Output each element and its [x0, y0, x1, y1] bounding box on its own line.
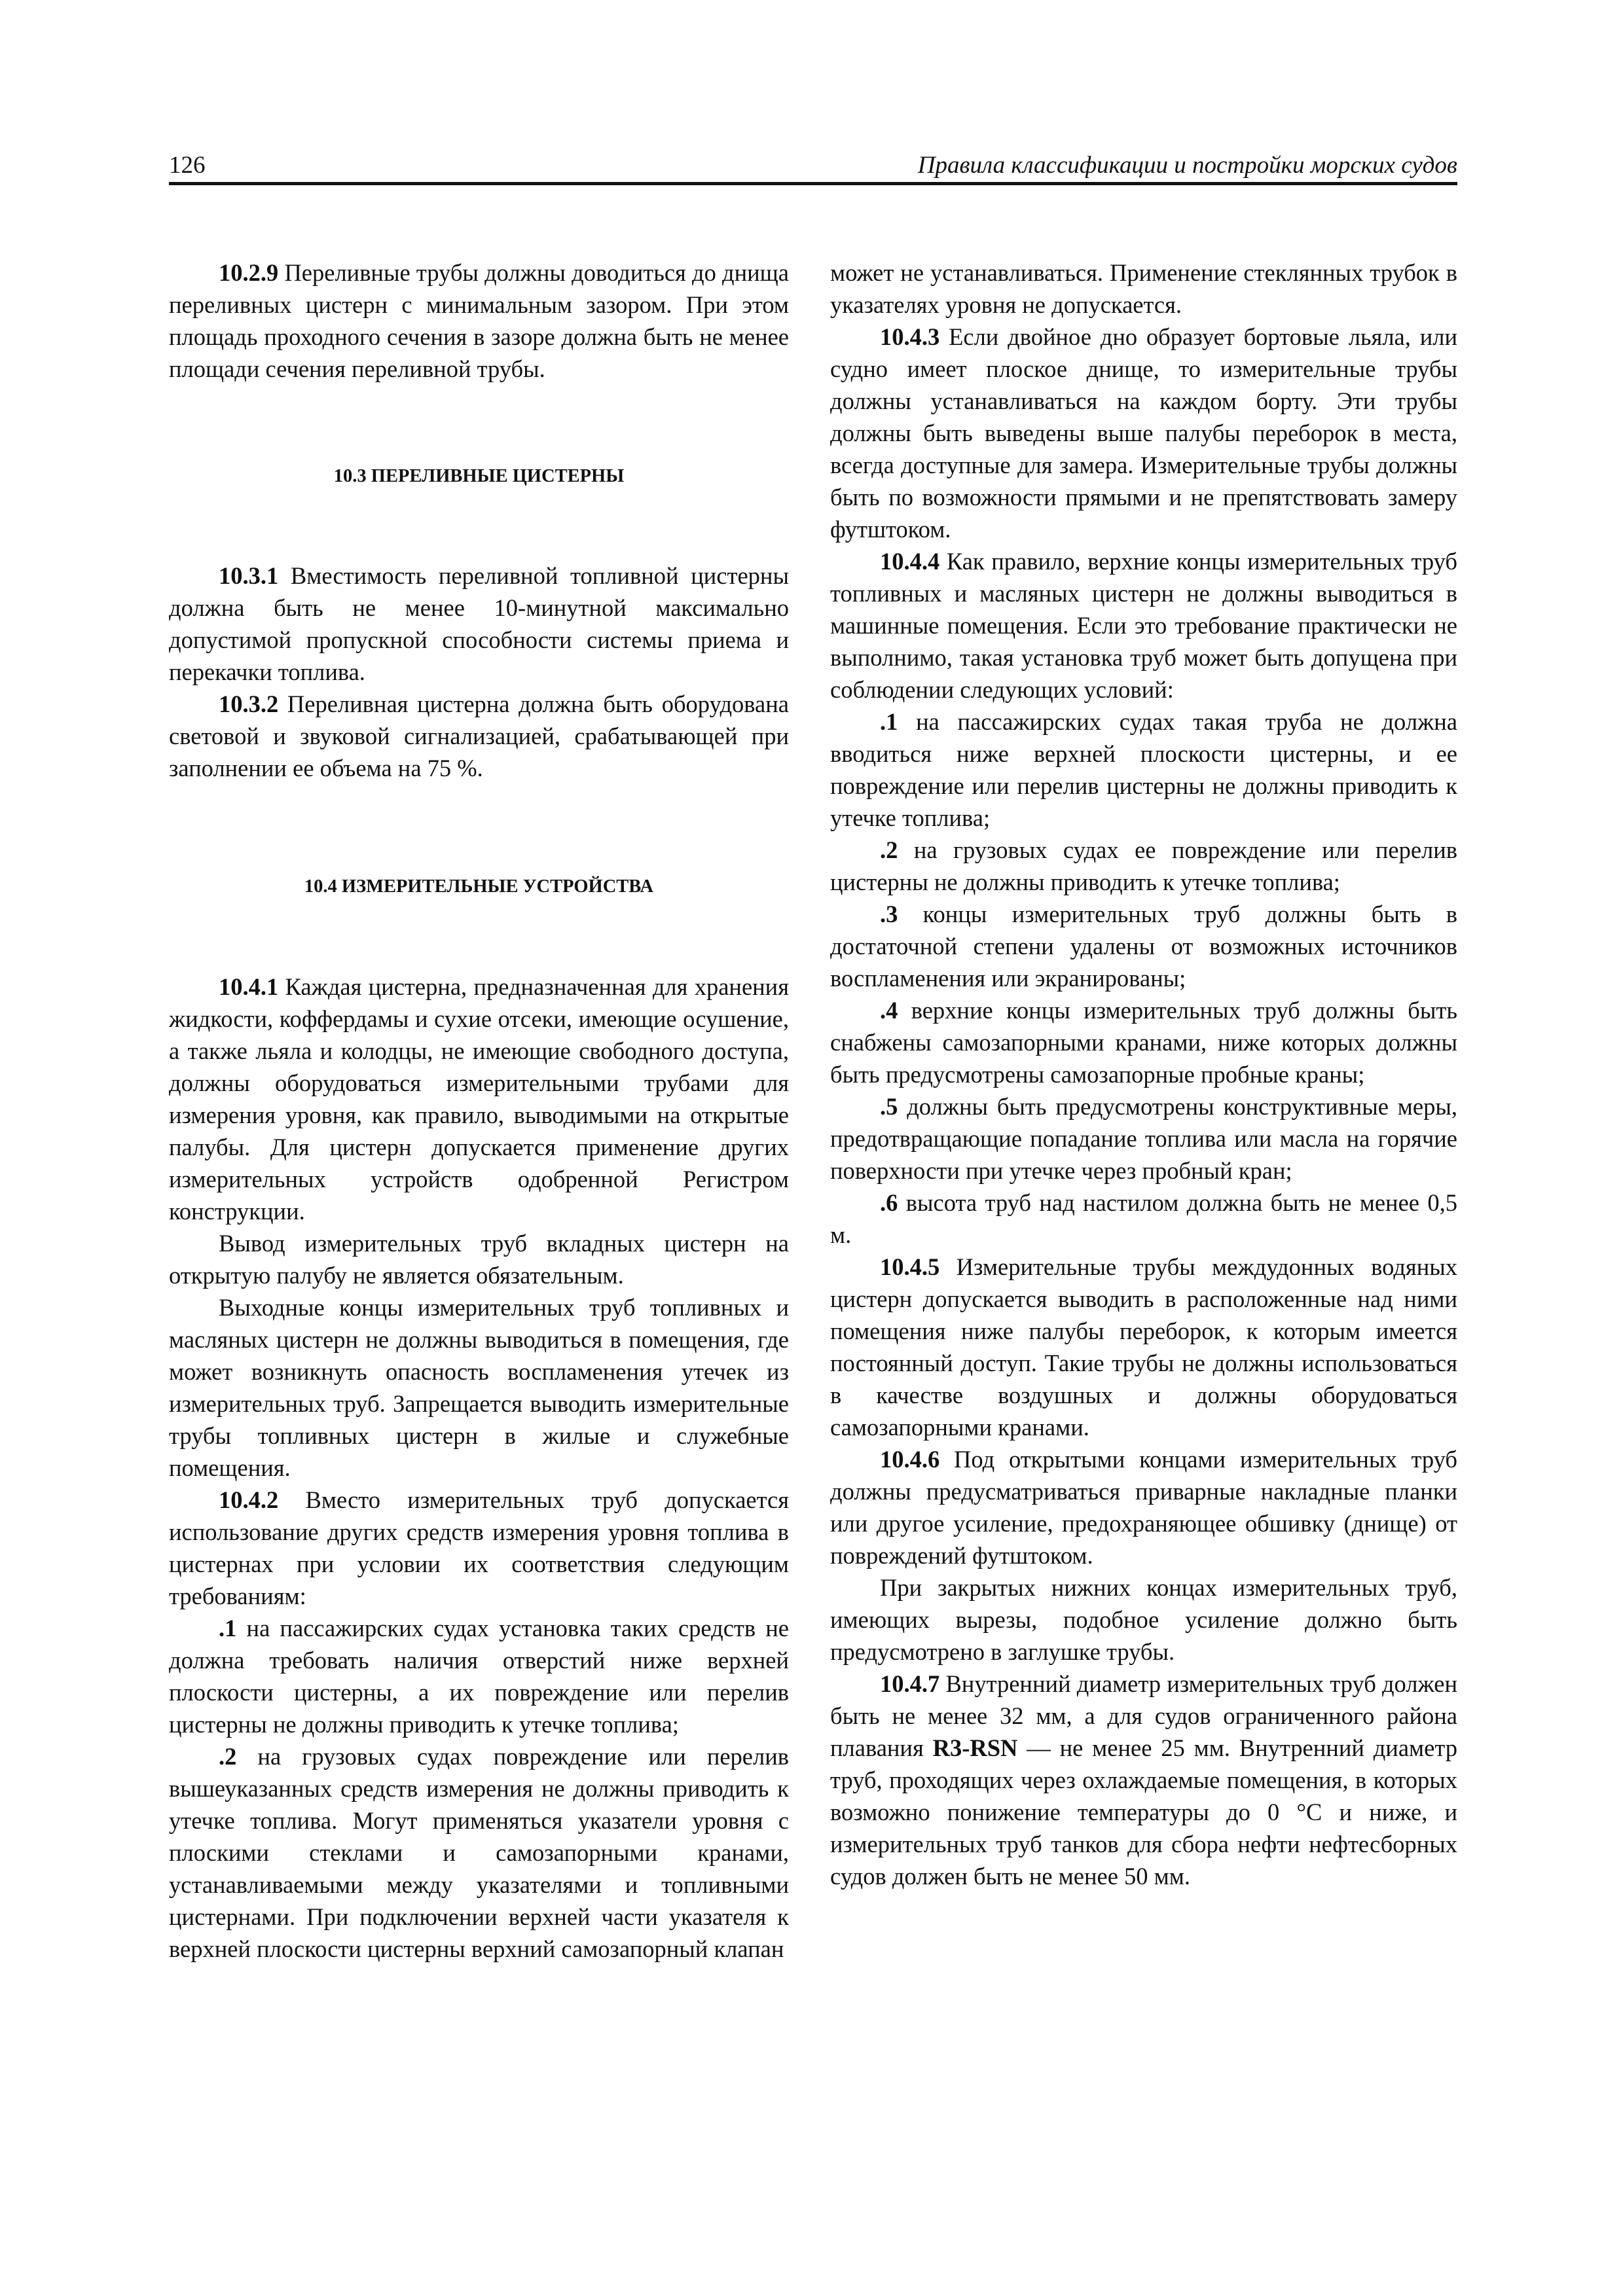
paragraph-10-4-1: 10.4.1 Каждая цистерна, предназначенная для хранения жидкости, коффердамы и сухие отсеки, имеющие осушение, а также льяла и колодцы, не имеющие свободного доступа, должны оборудоваться измерительными трубами для измерения уровня, как правило, выводимыми на открытые палубы. Для цистерн допускается применение других измерительных устройств одобренной Регистром конструкции. [169, 973, 789, 1225]
item-number: .1 [880, 708, 898, 735]
paragraph-10-4-4-1: .1 на пассажирских судах такая труба не должна вводиться ниже верхней плоскости цистерны, и ее повреждение или перелив цистерны не должны приводить к утечке топлива; [830, 708, 1457, 831]
item-number: .5 [880, 1093, 898, 1120]
paragraph-10-3-2: 10.3.2 Переливная цистерна должна быть оборудована световой и звуковой сигнализацией, срабатывающей при заполнении ее объема на 75 %. [169, 691, 789, 781]
page-header [169, 145, 1457, 185]
paragraph-10-4-4-5: .5 должны быть предусмотрены конструктивные меры, предотвращающие попадание топлива или масла на горячие поверхности при утечке через пробный кран; [830, 1093, 1457, 1184]
item-number: .2 [219, 1743, 237, 1770]
clause-number: 10.3.1 [219, 562, 279, 589]
item-number: .4 [880, 997, 898, 1024]
section-heading-10-4: 10.4 ИЗМЕРИТЕЛЬНЫЕ УСТРОЙСТВА [304, 876, 654, 897]
clause-number: 10.4.2 [219, 1486, 279, 1513]
item-number: .3 [880, 901, 898, 927]
item-number: .6 [880, 1189, 898, 1216]
paragraph-10-4-7: 10.4.7 Внутренний диаметр измерительных труб должен быть не менее 32 мм, а для судов ограниченного района плавания R3-RSN — не менее 25 мм. Внутренний диаметр труб, проходящих через охлаждаемые помещения, в которых возможно понижение температуры до 0 °C и ниже, и измерительных труб танков для сбора нефти нефтесборных судов должен быть не менее 50 мм. [830, 1670, 1457, 1890]
paragraph-10-4-3: 10.4.3 Если двойное дно образует бортовые льяла, или судно имеет плоское днище, то измерительные трубы должны устанавливаться на каждом борту. Эти трубы должны быть выведены выше палубы переборок в места, всегда доступные для замера. Измерительные трубы должны быть по возможности прямыми и не препятствовать замеру футштоком. [830, 323, 1457, 543]
paragraph-10-3-1: 10.3.1 Вместимость переливной топливной цистерны должна быть не менее 10-минутной максимально допустимой пропускной способности системы приема и перекачки топлива. [169, 562, 789, 685]
paragraph-10-4-1-c: Выходные концы измерительных труб топливных и масляных цистерн не должны выводиться в помещения, где может возникнуть опасность воспламенения утечек из измерительных труб. Запрещается выводить измерительные трубы топливных цистерн в жилые и служебные помещения. [169, 1294, 789, 1481]
running-title: Правила классификации и постройки морских судов [917, 152, 1457, 179]
item-number: .2 [880, 836, 898, 863]
paragraph-10-4-6-b: При закрытых нижних концах измерительных труб, имеющих вырезы, подобное усиление должно быть предусмотрено в заглушке трубы. [830, 1574, 1457, 1665]
clause-number: 10.4.7 [880, 1670, 940, 1697]
section-heading-10-3: 10.3 ПЕРЕЛИВНЫЕ ЦИСТЕРНЫ [333, 466, 625, 486]
clause-number: 10.4.6 [880, 1446, 940, 1473]
item-number: .1 [219, 1615, 237, 1641]
clause-number: 10.4.5 [880, 1253, 940, 1280]
paragraph-10-4-4-2: .2 на грузовых судах ее повреждение или перелив цистерны не должны приводить к утечке топлива; [830, 836, 1457, 895]
clause-number: 10.4.3 [880, 323, 940, 350]
left-column [169, 257, 789, 1965]
paragraph-10-2-9: 10.2.9 Переливные трубы должны доводиться до днища переливных цистерн с минимальным зазором. При этом площадь проходного сечения в зазоре должна быть не менее площади сечения переливной трубы. [169, 259, 789, 382]
clause-number: 10.4.1 [219, 973, 279, 1000]
paragraph-10-4-4: 10.4.4 Как правило, верхние концы измерительных труб топливных и масляных цистерн не должны выводиться в машинные помещения. Если это требование практически не выполнимо, такая установка труб может быть допущена при соблюдении следующих условий: [830, 548, 1457, 703]
paragraph-10-4-5: 10.4.5 Измерительные трубы междудонных водяных цистерн допускается выводить в расположенные над ними помещения ниже палубы переборок, к которым имеется постоянный доступ. Такие трубы не должны использоваться в качестве воздушных и должны оборудоваться самозапорными кранами. [830, 1253, 1457, 1441]
paragraph-10-4-4-4: .4 верхние концы измерительных труб должны быть снабжены самозапорными кранами, ниже которых должны быть предусмотрены самозапорные пробные краны; [830, 997, 1457, 1088]
paragraph-10-4-2: 10.4.2 Вместо измерительных труб допускается использование других средств измерения уровня топлива в цистернах при условии их соответствия следующим требованиям: [169, 1486, 789, 1609]
clause-number: 10.2.9 [219, 259, 279, 286]
paragraph-10-4-2-1: .1 на пассажирских судах установка таких средств не должна требовать наличия отверстий ниже верхней плоскости цистерны, а их повреждение или перелив цистерны не должны приводить к утечке топлива; [169, 1615, 789, 1738]
page-number: 126 [169, 152, 206, 179]
paragraph-10-4-1-b: Вывод измерительных труб вкладных цистерн на открытую палубу не является обязательным. [169, 1230, 789, 1289]
clause-number: 10.4.4 [880, 548, 940, 575]
clause-number: 10.3.2 [219, 691, 279, 717]
paragraph-10-4-4-3: .3 концы измерительных труб должны быть в достаточной степени удалены от возможных источников воспламенения или экранированы; [830, 901, 1457, 992]
paragraph-10-4-4-6: .6 высота труб над настилом должна быть не менее 0,5 м. [830, 1189, 1457, 1248]
ship-class-notation: R3-RSN [932, 1734, 1018, 1761]
paragraph-10-4-6: 10.4.6 Под открытыми концами измерительных труб должны предусматриваться приварные накладные планки или другое усиление, предохраняющее обшивку (днище) от повреждений футштоком. [830, 1446, 1457, 1569]
right-column [830, 257, 1457, 1892]
paragraph-continued: может не устанавливаться. Применение стеклянных трубок в указателях уровня не допускается. [830, 259, 1457, 318]
paragraph-10-4-2-2: .2 на грузовых судах повреждение или перелив вышеуказанных средств измерения не должны приводить к утечке топлива. Могут применяться указатели уровня с плоскими стеклами и самозапорными кранами, устанавливаемыми между указателями и топливными цистернами. При подключении верхней части указателя к верхней плоскости цистерны верхний самозапорный клапан [169, 1743, 789, 1962]
